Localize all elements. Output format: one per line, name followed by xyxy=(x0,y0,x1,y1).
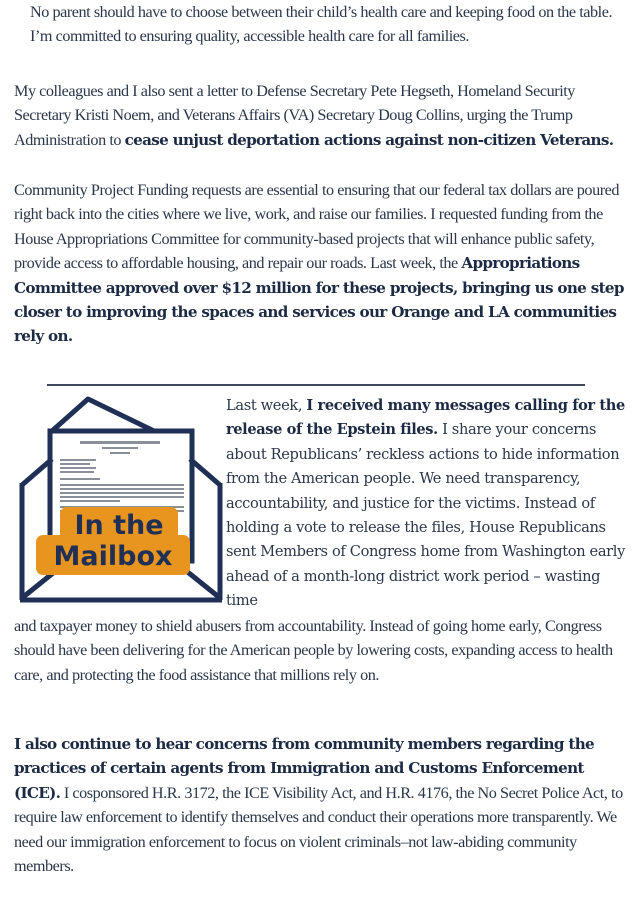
ice-bold: I also continue to hear concerns from community members regarding the practices of certain agents from Immigration and Customs Enforcement (ICE). xyxy=(14,735,595,802)
epstein-continuation-text: and taxpayer money to shield abusers from accountability. Instead of going home early, Congress should have been delivering for the American people by lowering costs, expanding access to health care, and protecting the food assistance that millions rely on. xyxy=(14,617,613,684)
epstein-files-continuation xyxy=(14,614,628,687)
badge-line-1: In the xyxy=(74,510,164,541)
quote-text: No parent should have to choose between their child’s health care and keeping food on the table. I’m committed to ensuring quality, accessible health care for all families. xyxy=(30,3,613,46)
section-divider xyxy=(47,384,585,386)
badge-line-2: Mailbox xyxy=(53,541,173,572)
veterans-letter-text: My colleagues and I also sent a letter to Defense Secretary Pete Hegseth, Homeland Security Secretary Kristi Noem, and Veterans Affairs (VA) Secretary Doug Collins, urging the Trump Administration to xyxy=(14,82,575,149)
epstein-files-paragraph xyxy=(226,394,630,614)
epstein-intro: Last week, xyxy=(226,397,307,414)
community-funding-paragraph xyxy=(14,178,628,349)
health-care-quote xyxy=(30,0,628,49)
ice-text: I cosponsored H.R. 3172, the ICE Visibility Act, and H.R. 4176, the No Secret Police Act, to require law enforcement to identify themselves and conduct their operations more transparently. We need our immigration enforcement to focus on violent criminals–not law-abiding community members. xyxy=(14,783,623,876)
in-the-mailbox-graphic xyxy=(18,393,224,607)
veterans-letter-bold: cease unjust deportation actions against non-citizen Veterans. xyxy=(124,130,614,149)
community-funding-bold: Appropriations Committee approved over $12 million for these projects, bringing us one step closer to improving the spaces and services our Orange and LA communities rely on. xyxy=(14,254,624,346)
community-funding-text: Community Project Funding requests are essential to ensuring that our federal tax dollars are poured right back into the cities where we live, work, and raise our families. I requested funding from the House Appropriations Committee for community-based projects that will enhance public safety, provide access to affordable housing, and repair our roads. Last week, the xyxy=(14,181,620,273)
epstein-text: I share your concerns about Republicans’ reckless actions to hide information from the American people. We need transparency, accountability, and justice for the victims. Instead of holding a vote to release the files, House Republicans sent Members of Congress home from Washington early ahead of a month-long district work period – wasting time xyxy=(226,421,626,610)
veterans-letter-paragraph xyxy=(14,79,628,152)
epstein-bold: I received many messages calling for the release of the Epstein files. xyxy=(226,397,625,439)
ice-paragraph xyxy=(14,732,628,878)
